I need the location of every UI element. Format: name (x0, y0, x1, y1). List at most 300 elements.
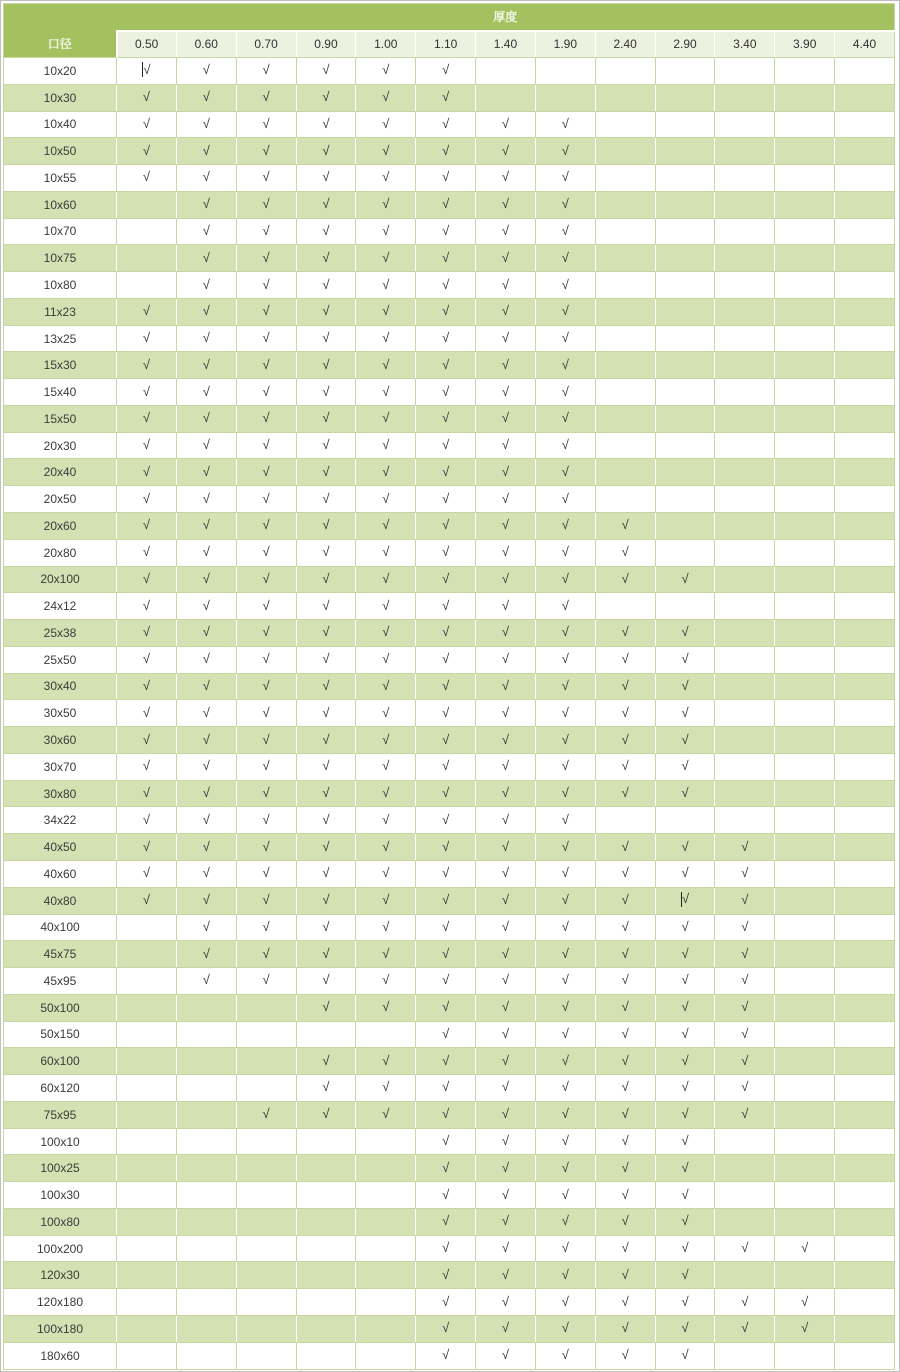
availability-cell[interactable] (176, 700, 236, 727)
availability-cell[interactable] (476, 218, 536, 245)
availability-cell[interactable] (296, 860, 356, 887)
availability-cell[interactable] (117, 58, 177, 85)
availability-cell[interactable] (476, 646, 536, 673)
availability-cell[interactable] (715, 753, 775, 780)
availability-cell[interactable] (775, 727, 835, 754)
availability-cell[interactable] (296, 620, 356, 647)
availability-cell[interactable] (416, 325, 476, 352)
availability-cell[interactable] (296, 914, 356, 941)
availability-cell[interactable] (117, 432, 177, 459)
availability-cell[interactable] (356, 620, 416, 647)
availability-cell[interactable] (655, 753, 715, 780)
availability-cell[interactable] (416, 165, 476, 192)
availability-cell[interactable] (416, 1182, 476, 1209)
availability-cell[interactable] (535, 58, 595, 85)
availability-cell[interactable] (176, 1182, 236, 1209)
availability-cell[interactable] (476, 1048, 536, 1075)
availability-cell[interactable] (416, 834, 476, 861)
availability-cell[interactable] (535, 298, 595, 325)
availability-cell[interactable] (595, 968, 655, 995)
availability-cell[interactable] (595, 1342, 655, 1369)
availability-cell[interactable] (356, 807, 416, 834)
availability-cell[interactable] (416, 459, 476, 486)
availability-cell[interactable] (117, 191, 177, 218)
availability-cell[interactable] (296, 245, 356, 272)
availability-cell[interactable] (416, 620, 476, 647)
availability-cell[interactable] (296, 566, 356, 593)
availability-cell[interactable] (236, 1155, 296, 1182)
availability-cell[interactable] (476, 593, 536, 620)
availability-cell[interactable] (535, 405, 595, 432)
availability-cell[interactable] (176, 218, 236, 245)
availability-cell[interactable] (476, 1342, 536, 1369)
availability-cell[interactable] (176, 673, 236, 700)
availability-cell[interactable] (655, 807, 715, 834)
availability-cell[interactable] (296, 432, 356, 459)
availability-cell[interactable] (356, 727, 416, 754)
availability-cell[interactable] (236, 111, 296, 138)
availability-cell[interactable] (416, 111, 476, 138)
availability-cell[interactable] (775, 646, 835, 673)
availability-cell[interactable] (655, 191, 715, 218)
availability-cell[interactable] (296, 1262, 356, 1289)
caliber-cell[interactable]: 100x80 (4, 1208, 117, 1235)
availability-cell[interactable] (715, 298, 775, 325)
availability-cell[interactable] (176, 941, 236, 968)
availability-cell[interactable] (476, 566, 536, 593)
availability-cell[interactable] (476, 834, 536, 861)
availability-cell[interactable] (117, 780, 177, 807)
availability-cell[interactable] (775, 1315, 835, 1342)
availability-cell[interactable] (595, 860, 655, 887)
availability-cell[interactable] (476, 84, 536, 111)
availability-cell[interactable] (356, 218, 416, 245)
availability-cell[interactable] (535, 272, 595, 299)
availability-cell[interactable] (715, 860, 775, 887)
availability-cell[interactable] (236, 1101, 296, 1128)
availability-cell[interactable] (535, 1155, 595, 1182)
availability-cell[interactable] (595, 191, 655, 218)
availability-cell[interactable] (835, 834, 895, 861)
availability-cell[interactable] (296, 138, 356, 165)
availability-cell[interactable] (595, 1208, 655, 1235)
availability-cell[interactable] (535, 218, 595, 245)
availability-cell[interactable] (296, 111, 356, 138)
availability-cell[interactable] (715, 1342, 775, 1369)
availability-cell[interactable] (117, 1048, 177, 1075)
availability-cell[interactable] (835, 539, 895, 566)
availability-cell[interactable] (655, 513, 715, 540)
availability-cell[interactable] (775, 191, 835, 218)
availability-cell[interactable] (775, 1021, 835, 1048)
availability-cell[interactable] (835, 1235, 895, 1262)
availability-cell[interactable] (356, 379, 416, 406)
availability-cell[interactable] (356, 539, 416, 566)
availability-cell[interactable] (296, 325, 356, 352)
availability-cell[interactable] (535, 1235, 595, 1262)
availability-cell[interactable] (117, 138, 177, 165)
caliber-cell[interactable]: 120x180 (4, 1289, 117, 1316)
availability-cell[interactable] (236, 566, 296, 593)
availability-cell[interactable] (416, 1208, 476, 1235)
availability-cell[interactable] (356, 914, 416, 941)
availability-cell[interactable] (416, 566, 476, 593)
availability-cell[interactable] (296, 272, 356, 299)
caliber-cell[interactable]: 15x50 (4, 405, 117, 432)
availability-cell[interactable] (356, 994, 416, 1021)
availability-cell[interactable] (176, 84, 236, 111)
availability-cell[interactable] (535, 513, 595, 540)
availability-cell[interactable] (595, 1262, 655, 1289)
availability-cell[interactable] (356, 1021, 416, 1048)
availability-cell[interactable] (655, 700, 715, 727)
availability-cell[interactable] (236, 968, 296, 995)
availability-cell[interactable] (715, 191, 775, 218)
availability-cell[interactable] (476, 245, 536, 272)
availability-cell[interactable] (715, 914, 775, 941)
availability-cell[interactable] (595, 1021, 655, 1048)
availability-cell[interactable] (476, 780, 536, 807)
availability-cell[interactable] (176, 405, 236, 432)
availability-cell[interactable] (416, 860, 476, 887)
availability-cell[interactable] (416, 513, 476, 540)
availability-cell[interactable] (715, 352, 775, 379)
availability-cell[interactable] (655, 566, 715, 593)
availability-cell[interactable] (176, 1021, 236, 1048)
availability-cell[interactable] (535, 1315, 595, 1342)
caliber-cell[interactable]: 10x20 (4, 58, 117, 85)
availability-cell[interactable] (176, 1262, 236, 1289)
availability-cell[interactable] (655, 1101, 715, 1128)
availability-cell[interactable] (356, 138, 416, 165)
availability-cell[interactable] (236, 58, 296, 85)
thickness-column-header[interactable]: 0.50 (117, 31, 177, 58)
availability-cell[interactable] (416, 646, 476, 673)
availability-cell[interactable] (416, 1101, 476, 1128)
availability-cell[interactable] (416, 593, 476, 620)
availability-cell[interactable] (835, 860, 895, 887)
availability-cell[interactable] (775, 1289, 835, 1316)
availability-cell[interactable] (356, 325, 416, 352)
availability-cell[interactable] (117, 218, 177, 245)
availability-cell[interactable] (655, 325, 715, 352)
availability-cell[interactable] (236, 860, 296, 887)
availability-cell[interactable] (595, 459, 655, 486)
caliber-cell[interactable]: 180x60 (4, 1342, 117, 1369)
availability-cell[interactable] (416, 1315, 476, 1342)
thickness-column-header[interactable]: 1.40 (476, 31, 536, 58)
availability-cell[interactable] (595, 298, 655, 325)
availability-cell[interactable] (117, 459, 177, 486)
caliber-cell[interactable]: 30x70 (4, 753, 117, 780)
availability-cell[interactable] (595, 700, 655, 727)
availability-cell[interactable] (416, 1075, 476, 1102)
availability-cell[interactable] (775, 486, 835, 513)
availability-cell[interactable] (117, 245, 177, 272)
availability-cell[interactable] (176, 1315, 236, 1342)
availability-cell[interactable] (655, 138, 715, 165)
availability-cell[interactable] (535, 1128, 595, 1155)
availability-cell[interactable] (655, 58, 715, 85)
availability-cell[interactable] (356, 968, 416, 995)
availability-cell[interactable] (416, 700, 476, 727)
availability-cell[interactable] (835, 968, 895, 995)
availability-cell[interactable] (176, 1208, 236, 1235)
availability-cell[interactable] (835, 245, 895, 272)
availability-cell[interactable] (595, 352, 655, 379)
availability-cell[interactable] (535, 646, 595, 673)
availability-cell[interactable] (416, 673, 476, 700)
availability-cell[interactable] (236, 780, 296, 807)
availability-cell[interactable] (236, 138, 296, 165)
availability-cell[interactable] (356, 700, 416, 727)
caliber-cell[interactable]: 10x80 (4, 272, 117, 299)
availability-cell[interactable] (236, 352, 296, 379)
availability-cell[interactable] (835, 191, 895, 218)
availability-cell[interactable] (476, 459, 536, 486)
availability-cell[interactable] (476, 753, 536, 780)
availability-cell[interactable] (655, 486, 715, 513)
availability-cell[interactable] (416, 914, 476, 941)
availability-cell[interactable] (535, 1021, 595, 1048)
availability-cell[interactable] (117, 700, 177, 727)
availability-cell[interactable] (835, 1315, 895, 1342)
availability-cell[interactable] (296, 513, 356, 540)
availability-cell[interactable] (296, 646, 356, 673)
availability-cell[interactable] (356, 1289, 416, 1316)
availability-cell[interactable] (715, 1289, 775, 1316)
availability-cell[interactable] (236, 1048, 296, 1075)
availability-cell[interactable] (655, 673, 715, 700)
availability-cell[interactable] (655, 379, 715, 406)
availability-cell[interactable] (416, 539, 476, 566)
availability-cell[interactable] (296, 968, 356, 995)
availability-cell[interactable] (535, 593, 595, 620)
availability-cell[interactable] (356, 432, 416, 459)
availability-cell[interactable] (595, 914, 655, 941)
availability-cell[interactable] (296, 593, 356, 620)
availability-cell[interactable] (835, 566, 895, 593)
availability-cell[interactable] (296, 1101, 356, 1128)
availability-cell[interactable] (775, 513, 835, 540)
availability-cell[interactable] (117, 566, 177, 593)
availability-cell[interactable] (356, 191, 416, 218)
caliber-cell[interactable]: 45x75 (4, 941, 117, 968)
availability-cell[interactable] (236, 1208, 296, 1235)
caliber-cell[interactable]: 10x60 (4, 191, 117, 218)
availability-cell[interactable] (296, 673, 356, 700)
caliber-cell[interactable]: 15x30 (4, 352, 117, 379)
availability-cell[interactable] (176, 245, 236, 272)
availability-cell[interactable] (117, 1075, 177, 1102)
availability-cell[interactable] (416, 379, 476, 406)
availability-cell[interactable] (655, 1182, 715, 1209)
availability-cell[interactable] (236, 513, 296, 540)
availability-cell[interactable] (835, 352, 895, 379)
availability-cell[interactable] (715, 325, 775, 352)
availability-cell[interactable] (296, 405, 356, 432)
availability-cell[interactable] (296, 1075, 356, 1102)
availability-cell[interactable] (775, 566, 835, 593)
availability-cell[interactable] (535, 994, 595, 1021)
availability-cell[interactable] (775, 218, 835, 245)
caliber-cell[interactable]: 40x60 (4, 860, 117, 887)
availability-cell[interactable] (416, 486, 476, 513)
availability-cell[interactable] (176, 1155, 236, 1182)
availability-cell[interactable] (535, 486, 595, 513)
availability-cell[interactable] (476, 1262, 536, 1289)
availability-cell[interactable] (117, 539, 177, 566)
availability-cell[interactable] (775, 673, 835, 700)
thickness-column-header[interactable]: 3.90 (775, 31, 835, 58)
availability-cell[interactable] (236, 245, 296, 272)
availability-cell[interactable] (117, 513, 177, 540)
availability-cell[interactable] (715, 700, 775, 727)
availability-cell[interactable] (236, 1075, 296, 1102)
availability-cell[interactable] (416, 1021, 476, 1048)
availability-cell[interactable] (775, 941, 835, 968)
availability-cell[interactable] (236, 272, 296, 299)
availability-cell[interactable] (416, 405, 476, 432)
availability-cell[interactable] (296, 700, 356, 727)
availability-cell[interactable] (535, 432, 595, 459)
availability-cell[interactable] (476, 700, 536, 727)
availability-cell[interactable] (655, 1315, 715, 1342)
availability-cell[interactable] (835, 994, 895, 1021)
caliber-cell[interactable]: 30x40 (4, 673, 117, 700)
availability-cell[interactable] (236, 432, 296, 459)
availability-cell[interactable] (236, 486, 296, 513)
availability-cell[interactable] (476, 1021, 536, 1048)
availability-cell[interactable] (715, 780, 775, 807)
availability-cell[interactable] (236, 994, 296, 1021)
availability-cell[interactable] (117, 1342, 177, 1369)
availability-cell[interactable] (595, 513, 655, 540)
availability-cell[interactable] (356, 673, 416, 700)
availability-cell[interactable] (476, 379, 536, 406)
caliber-cell[interactable]: 50x100 (4, 994, 117, 1021)
availability-cell[interactable] (476, 298, 536, 325)
caliber-cell[interactable]: 25x50 (4, 646, 117, 673)
availability-cell[interactable] (236, 700, 296, 727)
availability-cell[interactable] (356, 834, 416, 861)
availability-cell[interactable] (117, 1208, 177, 1235)
availability-cell[interactable] (715, 165, 775, 192)
availability-cell[interactable] (296, 1235, 356, 1262)
availability-cell[interactable] (356, 513, 416, 540)
availability-cell[interactable] (176, 379, 236, 406)
availability-cell[interactable] (476, 352, 536, 379)
availability-cell[interactable] (655, 111, 715, 138)
availability-cell[interactable] (117, 1235, 177, 1262)
availability-cell[interactable] (176, 968, 236, 995)
availability-cell[interactable] (236, 191, 296, 218)
availability-cell[interactable] (176, 620, 236, 647)
availability-cell[interactable] (176, 352, 236, 379)
availability-cell[interactable] (236, 459, 296, 486)
availability-cell[interactable] (416, 1342, 476, 1369)
availability-cell[interactable] (176, 593, 236, 620)
availability-cell[interactable] (595, 566, 655, 593)
caliber-cell[interactable]: 40x100 (4, 914, 117, 941)
availability-cell[interactable] (117, 834, 177, 861)
availability-cell[interactable] (595, 58, 655, 85)
availability-cell[interactable] (236, 646, 296, 673)
availability-cell[interactable] (535, 753, 595, 780)
availability-cell[interactable] (595, 807, 655, 834)
availability-cell[interactable] (356, 1315, 416, 1342)
availability-cell[interactable] (835, 753, 895, 780)
availability-cell[interactable] (296, 834, 356, 861)
caliber-cell[interactable]: 20x40 (4, 459, 117, 486)
availability-cell[interactable] (535, 1342, 595, 1369)
availability-cell[interactable] (775, 1262, 835, 1289)
thickness-column-header[interactable]: 1.90 (535, 31, 595, 58)
availability-cell[interactable] (356, 1208, 416, 1235)
availability-cell[interactable] (835, 1262, 895, 1289)
availability-cell[interactable] (296, 1208, 356, 1235)
availability-cell[interactable] (117, 807, 177, 834)
availability-cell[interactable] (236, 1289, 296, 1316)
availability-cell[interactable] (356, 566, 416, 593)
caliber-cell[interactable]: 10x30 (4, 84, 117, 111)
availability-cell[interactable] (715, 138, 775, 165)
availability-cell[interactable] (236, 620, 296, 647)
availability-cell[interactable] (715, 593, 775, 620)
caliber-cell[interactable]: 30x80 (4, 780, 117, 807)
availability-cell[interactable] (775, 914, 835, 941)
availability-cell[interactable] (775, 1155, 835, 1182)
availability-cell[interactable] (715, 1182, 775, 1209)
availability-cell[interactable] (236, 218, 296, 245)
availability-cell[interactable] (715, 1262, 775, 1289)
availability-cell[interactable] (595, 432, 655, 459)
availability-cell[interactable] (416, 218, 476, 245)
availability-cell[interactable] (595, 1048, 655, 1075)
availability-cell[interactable] (775, 753, 835, 780)
availability-cell[interactable] (835, 807, 895, 834)
availability-cell[interactable] (416, 941, 476, 968)
availability-cell[interactable] (535, 84, 595, 111)
caliber-cell[interactable]: 120x30 (4, 1262, 117, 1289)
availability-cell[interactable] (655, 620, 715, 647)
availability-cell[interactable] (356, 753, 416, 780)
availability-cell[interactable] (655, 1262, 715, 1289)
availability-cell[interactable] (176, 459, 236, 486)
availability-cell[interactable] (416, 272, 476, 299)
availability-cell[interactable] (775, 111, 835, 138)
availability-cell[interactable] (715, 1021, 775, 1048)
availability-cell[interactable] (236, 727, 296, 754)
availability-cell[interactable] (715, 513, 775, 540)
availability-cell[interactable] (835, 887, 895, 914)
availability-cell[interactable] (655, 84, 715, 111)
availability-cell[interactable] (176, 1289, 236, 1316)
availability-cell[interactable] (535, 914, 595, 941)
availability-cell[interactable] (236, 1182, 296, 1209)
caliber-cell[interactable]: 75x95 (4, 1101, 117, 1128)
availability-cell[interactable] (775, 1075, 835, 1102)
availability-cell[interactable] (835, 84, 895, 111)
availability-cell[interactable] (715, 834, 775, 861)
availability-cell[interactable] (296, 298, 356, 325)
availability-cell[interactable] (416, 191, 476, 218)
availability-cell[interactable] (476, 727, 536, 754)
availability-cell[interactable] (595, 1075, 655, 1102)
availability-cell[interactable] (835, 593, 895, 620)
caliber-cell[interactable]: 45x95 (4, 968, 117, 995)
availability-cell[interactable] (655, 1155, 715, 1182)
